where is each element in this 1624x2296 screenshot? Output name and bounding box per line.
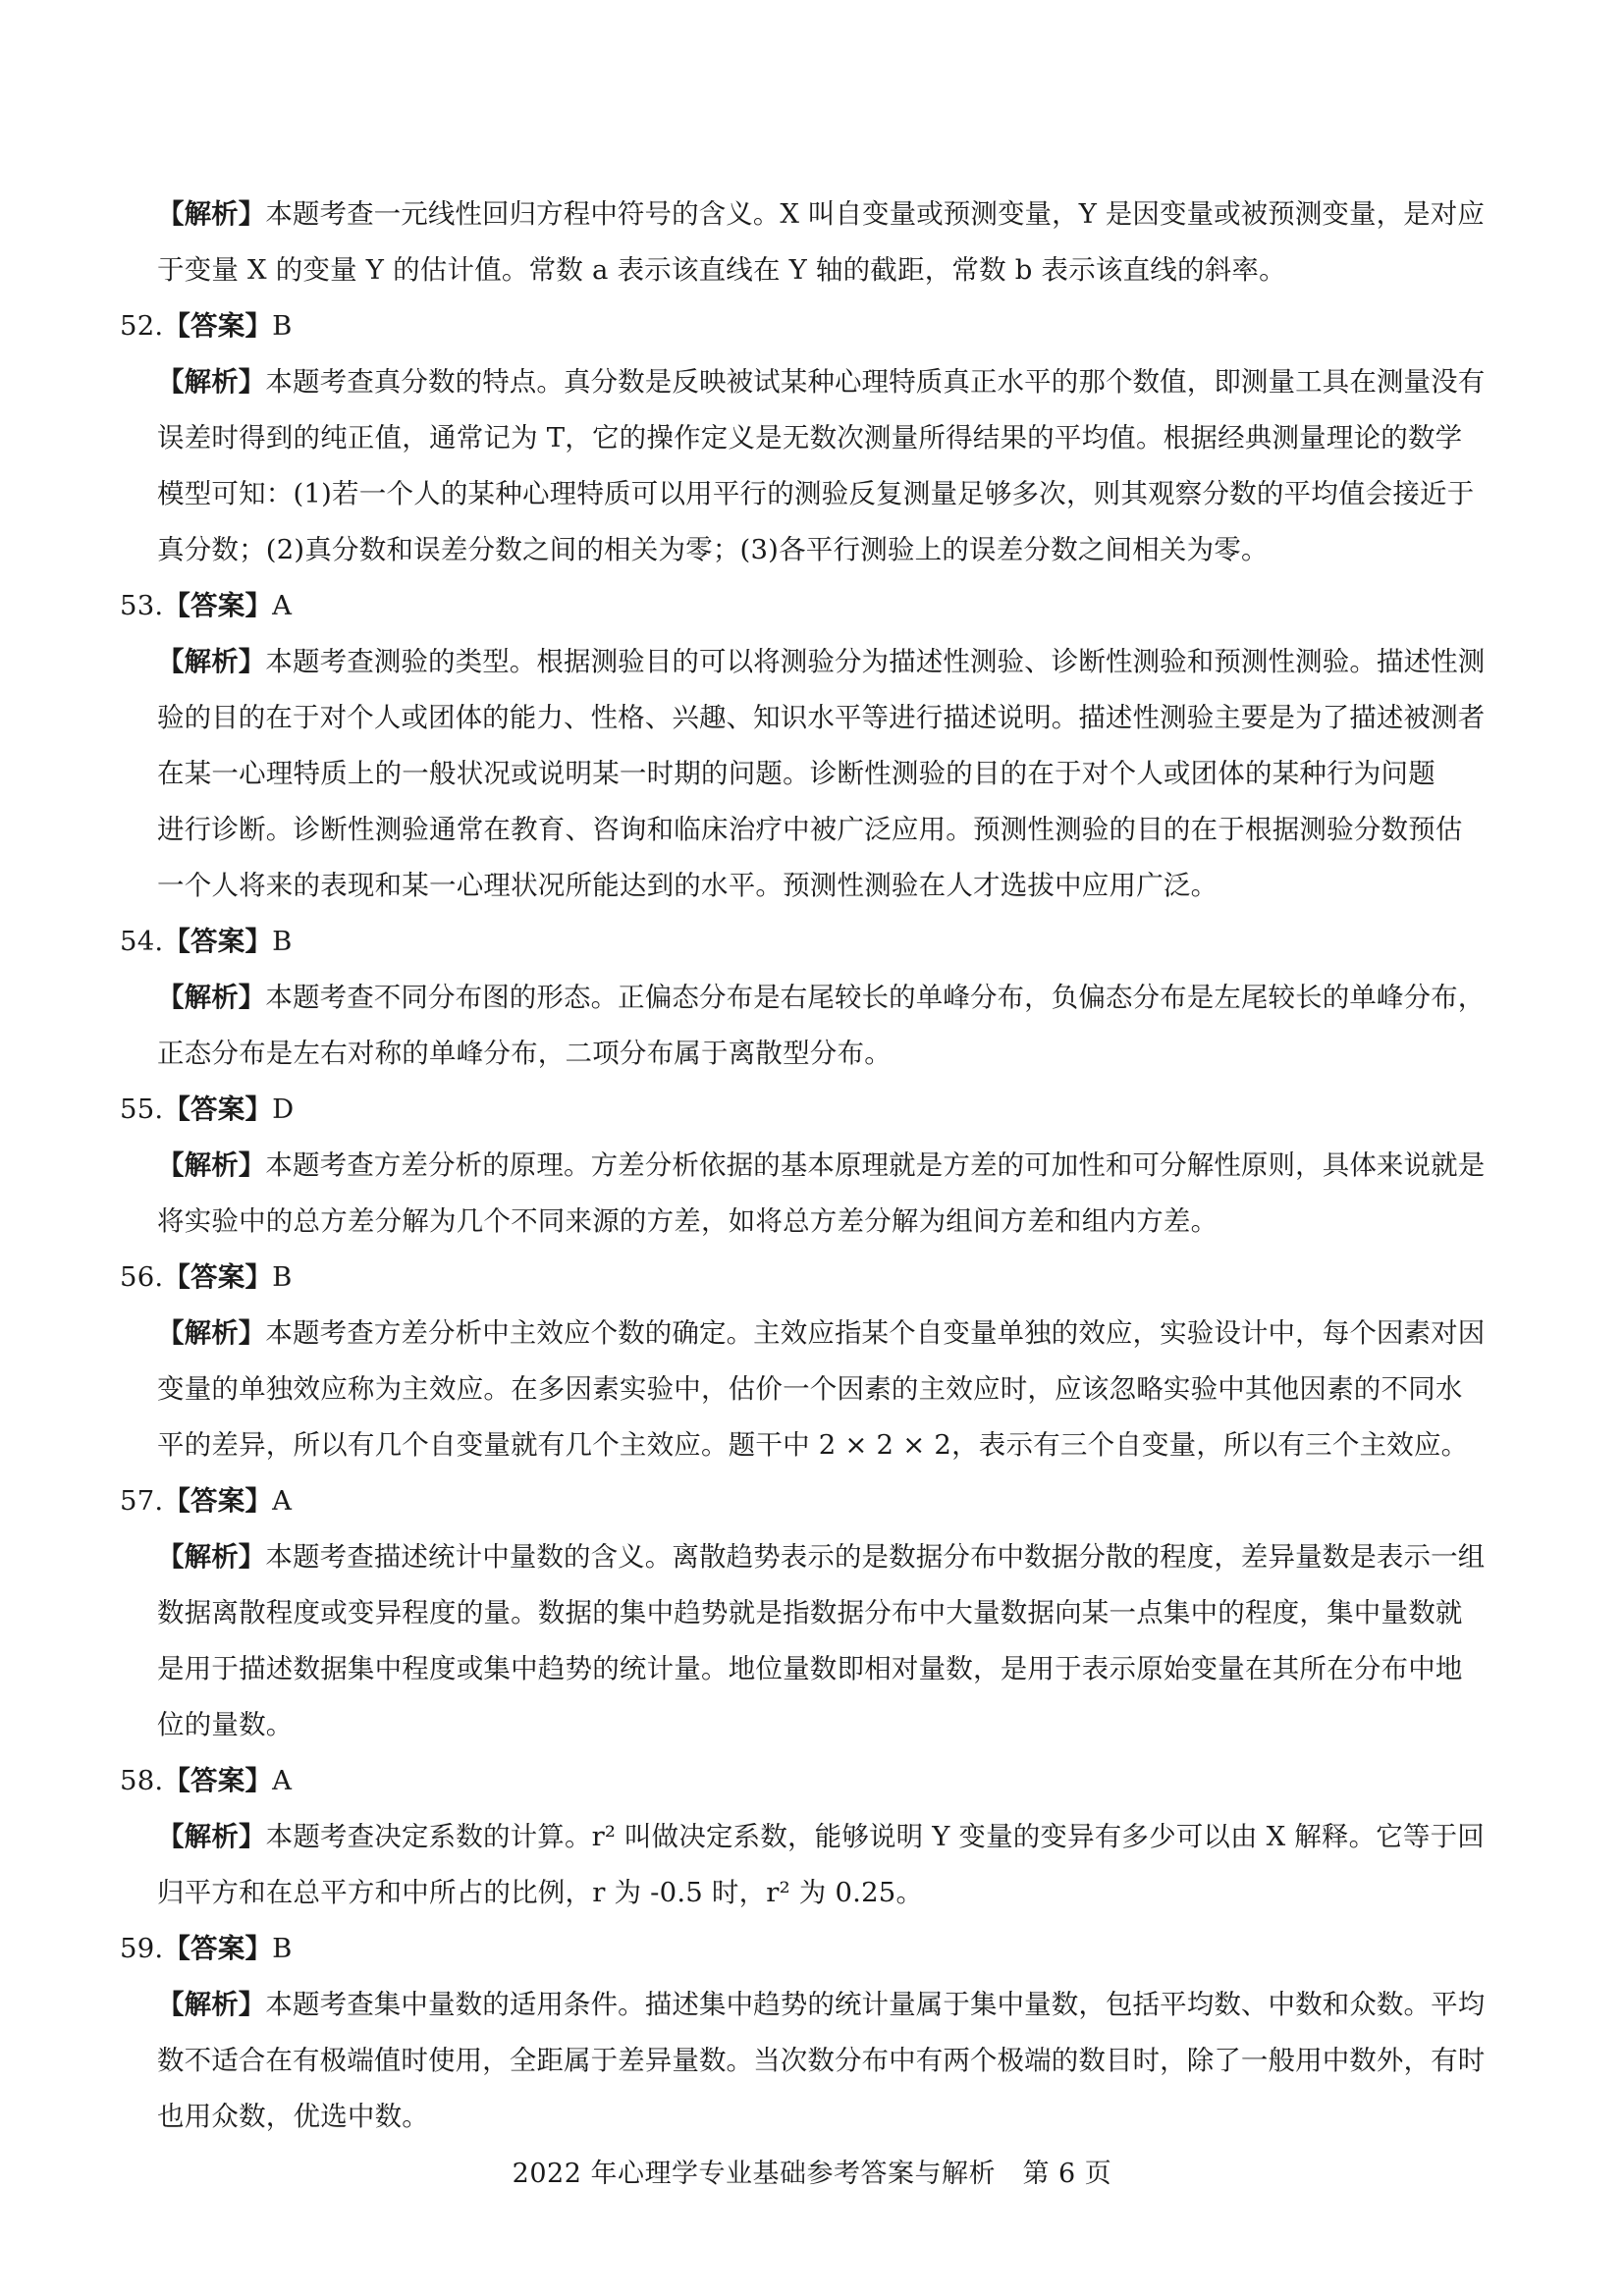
explanation-text: 正态分布是左右对称的单峰分布，二项分布属于离散型分布。 xyxy=(157,1038,892,1069)
explanation-text: 在某一心理特质上的一般状况或说明某一时期的问题。诊断性测验的目的在于对个人或团体的某种行为问题 xyxy=(157,758,1435,789)
explanation-label: 【解析】 xyxy=(157,1541,266,1573)
answer-choice: A xyxy=(272,590,293,621)
explanation-line xyxy=(120,187,1485,242)
answer-choice: B xyxy=(272,1261,293,1293)
explanation-line xyxy=(120,354,1485,410)
explanation-continuation xyxy=(120,746,1485,802)
question-number: 59. xyxy=(120,1933,164,1964)
explanation-label: 【解析】 xyxy=(157,198,266,230)
explanation-text: 本题考查方差分析的原理。方差分析依据的基本原理就是方差的可加性和可分解性原则，具体来说就是 xyxy=(265,1149,1486,1181)
explanation-continuation xyxy=(120,522,1485,578)
explanation-label: 【解析】 xyxy=(157,982,266,1013)
answer-choice: B xyxy=(272,926,293,957)
explanation-text: 本题考查测验的类型。根据测验目的可以将测验分为描述性测验、诊断性测验和预测性测验。描述性测 xyxy=(265,646,1486,677)
explanation-continuation xyxy=(120,1362,1485,1417)
answer-choice: B xyxy=(272,1933,293,1964)
explanation-continuation xyxy=(120,1697,1485,1753)
explanation-text: 变量的单独效应称为主效应。在多因素实验中，估价一个因素的主效应时，应该忽略实验中其他因素的不同水 xyxy=(157,1373,1463,1405)
answer-label: 【答案】 xyxy=(163,1933,273,1964)
explanation-continuation xyxy=(120,1865,1485,1921)
explanation-line xyxy=(120,634,1485,690)
answer-line xyxy=(120,1082,1485,1138)
explanation-text: 平的差异，所以有几个自变量就有几个主效应。题干中 2 × 2 × 2，表示有三个自变量，所以有三个主效应。 xyxy=(157,1429,1469,1461)
explanation-continuation xyxy=(120,466,1485,522)
explanation-text: 数据离散程度或变异程度的量。数据的集中趋势就是指数据分布中大量数据向某一点集中的程度，集中量数就 xyxy=(157,1597,1463,1629)
explanation-text: 本题考查决定系数的计算。r² 叫做决定系数，能够说明 Y 变量的变异有多少可以由 X 解释。它等于回 xyxy=(265,1821,1485,1852)
explanation-line xyxy=(120,1529,1485,1585)
answer-line xyxy=(120,1753,1485,1809)
explanation-text: 模型可知：(1)若一个人的某种心理特质可以用平行的测验反复测量足够多次，则其观察分数的平均值会接近于 xyxy=(157,478,1475,509)
answer-line xyxy=(120,578,1485,634)
question-number: 54. xyxy=(120,926,164,957)
question-number: 55. xyxy=(120,1094,164,1125)
answer-choice: B xyxy=(272,310,293,342)
answer-label: 【答案】 xyxy=(163,1485,273,1517)
explanation-continuation xyxy=(120,1585,1485,1641)
answer-explanations xyxy=(120,187,1485,2145)
explanation-continuation xyxy=(120,2033,1485,2089)
explanation-text: 误差时得到的纯正值，通常记为 T，它的操作定义是无数次测量所得结果的平均值。根据经典测量理论的数学 xyxy=(157,422,1463,454)
question-number: 52. xyxy=(120,310,164,342)
explanation-text: 进行诊断。诊断性测验通常在教育、咨询和临床治疗中被广泛应用。预测性测验的目的在于根据测验分数预估 xyxy=(157,814,1463,845)
question-number: 58. xyxy=(120,1765,164,1796)
answer-choice: A xyxy=(272,1765,293,1796)
explanation-text: 本题考查集中量数的适用条件。描述集中趋势的统计量属于集中量数，包括平均数、中数和众数。平均 xyxy=(265,1989,1486,2020)
explanation-continuation xyxy=(120,1026,1485,1082)
explanation-label: 【解析】 xyxy=(157,1149,266,1181)
explanation-text: 是用于描述数据集中程度或集中趋势的统计量。地位量数即相对量数，是用于表示原始变量在其所在分布中地 xyxy=(157,1653,1463,1684)
explanation-continuation xyxy=(120,242,1485,298)
answer-label: 【答案】 xyxy=(163,1261,273,1293)
explanation-text: 本题考查不同分布图的形态。正偏态分布是右尾较长的单峰分布，负偏态分布是左尾较长的单峰分布， xyxy=(265,982,1486,1013)
explanation-continuation xyxy=(120,1194,1485,1250)
explanation-text: 真分数；(2)真分数和误差分数之间的相关为零；(3)各平行测验上的误差分数之间相关为零。 xyxy=(157,534,1269,565)
answer-line xyxy=(120,1473,1485,1529)
answer-label: 【答案】 xyxy=(163,1765,273,1796)
explanation-text: 一个人将来的表现和某一心理状况所能达到的水平。预测性测验在人才选拔中应用广泛。 xyxy=(157,870,1218,901)
explanation-text: 也用众数，优选中数。 xyxy=(157,2101,429,2132)
explanation-text: 数不适合在有极端值时使用，全距属于差异量数。当次数分布中有两个极端的数目时，除了一般用中数外，有时 xyxy=(157,2045,1486,2076)
explanation-continuation xyxy=(120,1417,1485,1473)
explanation-text: 本题考查描述统计中量数的含义。离散趋势表示的是数据分布中数据分散的程度，差异量数是表示一组 xyxy=(265,1541,1486,1573)
answer-label: 【答案】 xyxy=(163,1094,273,1125)
page-footer: 2022 年心理学专业基础参考答案与解析 第 6 页 xyxy=(512,2159,1112,2189)
explanation-label: 【解析】 xyxy=(157,646,266,677)
answer-label: 【答案】 xyxy=(163,926,273,957)
explanation-line xyxy=(120,1138,1485,1194)
explanation-label: 【解析】 xyxy=(157,1989,266,2020)
answer-line xyxy=(120,298,1485,354)
question-number: 57. xyxy=(120,1485,164,1517)
answer-label: 【答案】 xyxy=(163,590,273,621)
explanation-line xyxy=(120,1809,1485,1865)
explanation-text: 验的目的在于对个人或团体的能力、性格、兴趣、知识水平等进行描述说明。描述性测验主要是为了描述被测者 xyxy=(157,702,1486,733)
explanation-line xyxy=(120,1306,1485,1362)
answer-line xyxy=(120,914,1485,970)
explanation-continuation xyxy=(120,802,1485,858)
answer-choice: D xyxy=(272,1094,295,1125)
explanation-label: 【解析】 xyxy=(157,1821,266,1852)
explanation-text: 本题考查一元线性回归方程中符号的含义。X 叫自变量或预测变量，Y 是因变量或被预测变量，是对应 xyxy=(265,198,1485,230)
explanation-text: 本题考查真分数的特点。真分数是反映被试某种心理特质真正水平的那个数值，即测量工具在测量没有 xyxy=(265,366,1486,398)
answer-line xyxy=(120,1921,1485,1977)
explanation-continuation xyxy=(120,1641,1485,1697)
answer-label: 【答案】 xyxy=(163,310,273,342)
question-number: 53. xyxy=(120,590,164,621)
answer-line xyxy=(120,1250,1485,1306)
answer-choice: A xyxy=(272,1485,293,1517)
explanation-label: 【解析】 xyxy=(157,366,266,398)
explanation-label: 【解析】 xyxy=(157,1317,266,1349)
explanation-continuation xyxy=(120,2089,1485,2145)
explanation-continuation xyxy=(120,690,1485,746)
explanation-text: 本题考查方差分析中主效应个数的确定。主效应指某个自变量单独的效应，实验设计中，每个因素对因 xyxy=(265,1317,1486,1349)
explanation-text: 位的量数。 xyxy=(157,1709,294,1740)
explanation-line xyxy=(120,970,1485,1026)
explanation-continuation xyxy=(120,858,1485,914)
explanation-continuation xyxy=(120,410,1485,466)
explanation-text: 归平方和在总平方和中所占的比例，r 为 -0.5 时，r² 为 0.25。 xyxy=(157,1877,924,1908)
explanation-text: 将实验中的总方差分解为几个不同来源的方差，如将总方差分解为组间方差和组内方差。 xyxy=(157,1205,1218,1237)
explanation-line xyxy=(120,1977,1485,2033)
question-number: 56. xyxy=(120,1261,164,1293)
explanation-text: 于变量 X 的变量 Y 的估计值。常数 a 表示该直线在 Y 轴的截距，常数 b 表示该直线的斜率。 xyxy=(157,254,1286,286)
